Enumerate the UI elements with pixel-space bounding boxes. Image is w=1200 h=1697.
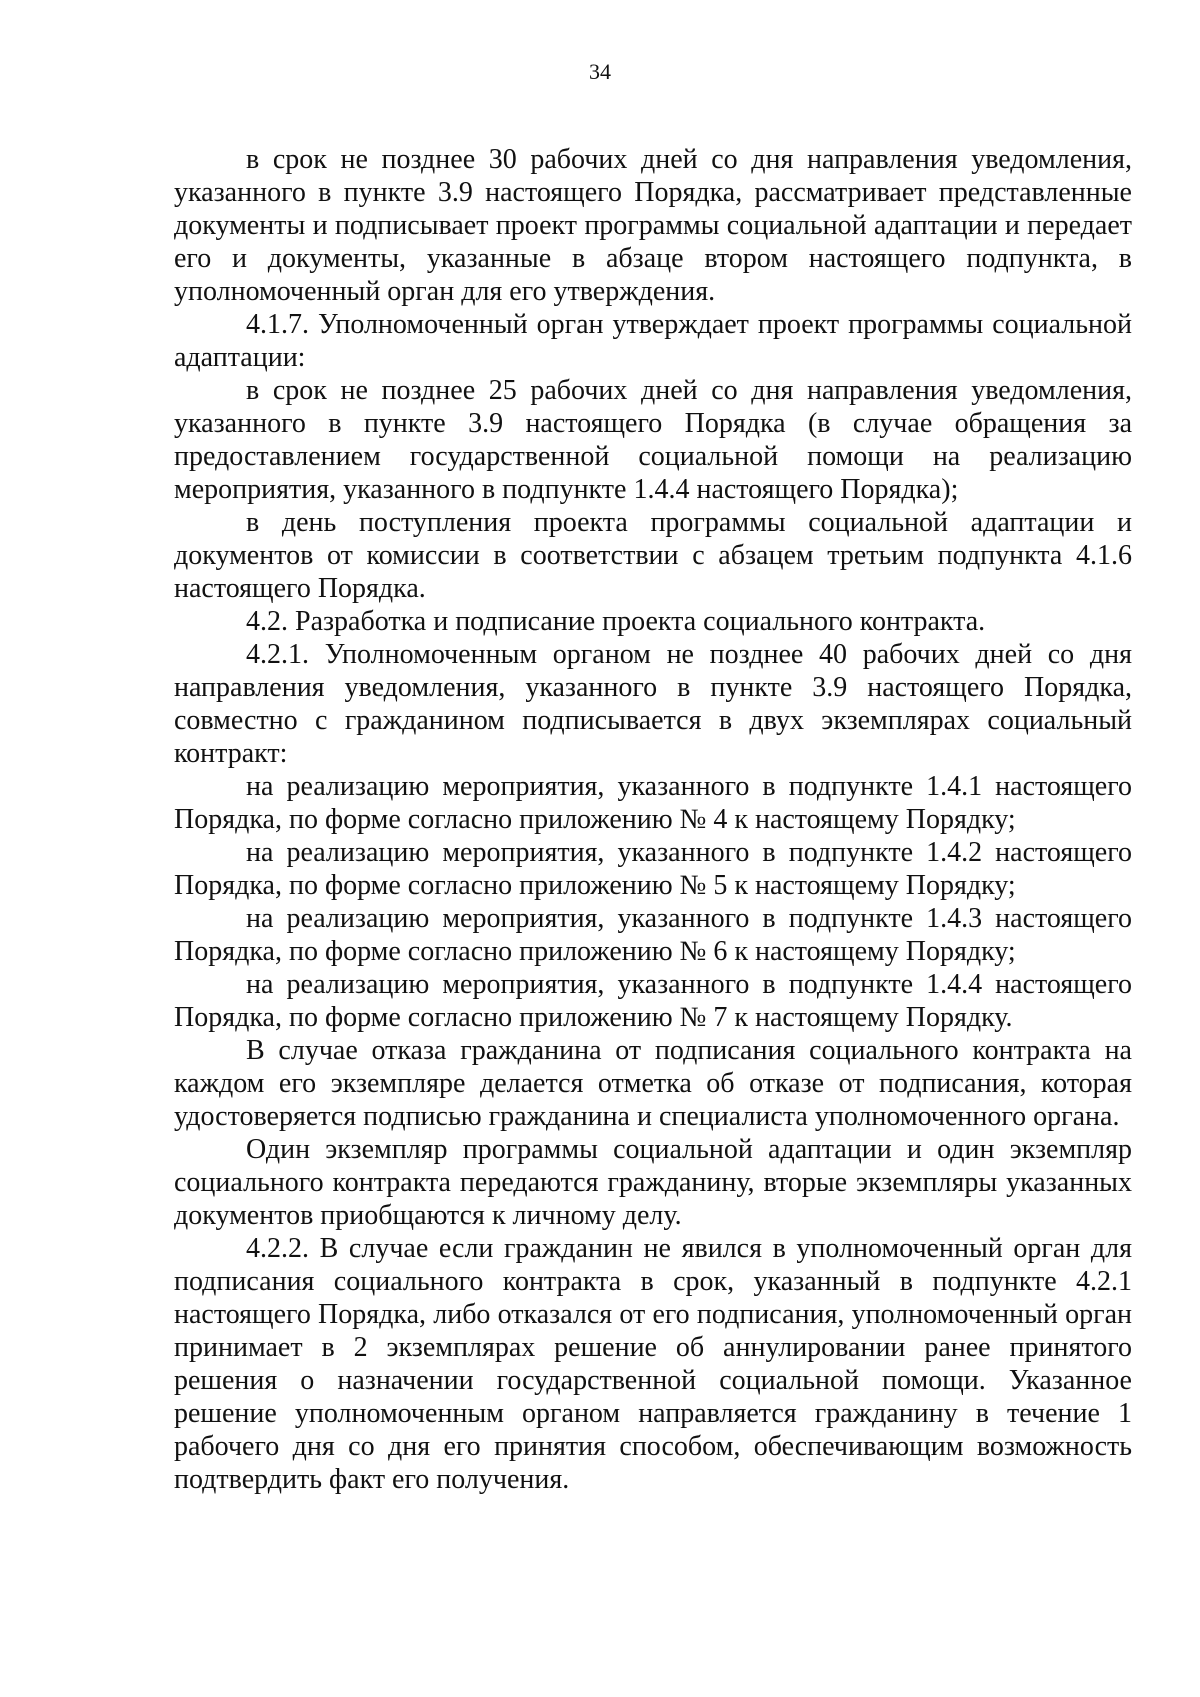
paragraph: на реализацию мероприятия, указанного в подпункте 1.4.2 настоящего Порядка, по форме согласно приложению № 5 к настоящему Порядку; — [174, 837, 1132, 901]
paragraph: 4.2.1. Уполномоченным органом не позднее 40 рабочих дней со дня направления уведомления, указанного в пункте 3.9 настоящего Порядка, совместно с гражданином подписывается в двух экземплярах социальный контракт: — [174, 639, 1132, 769]
document-body — [174, 143, 1132, 1496]
page-number: 34 — [589, 59, 611, 84]
paragraph: в срок не позднее 30 рабочих дней со дня направления уведомления, указанного в пункте 3.9 настоящего Порядка, рассматривает представленные документы и подписывает проект программы социальной адаптации и передает его и документы, указанные в абзаце втором настоящего подпункта, в уполномоченный орган для его утверждения. — [174, 144, 1132, 307]
paragraph: в срок не позднее 25 рабочих дней со дня направления уведомления, указанного в пункте 3.9 настоящего Порядка (в случае обращения за предоставлением государственной социальной помощи на реализацию мероприятия, указанного в подпункте 1.4.4 настоящего Порядка); — [174, 375, 1132, 505]
paragraph: В случае отказа гражданина от подписания социального контракта на каждом его экземпляре делается отметка об отказе от подписания, которая удостоверяется подписью гражданина и специалиста уполномоченного органа. — [174, 1035, 1132, 1132]
paragraph: 4.2. Разработка и подписание проекта социального контракта. — [246, 606, 986, 637]
paragraph: Один экземпляр программы социальной адаптации и один экземпляр социального контракта передаются гражданину, вторые экземпляры указанных документов приобщаются к личному делу. — [174, 1134, 1132, 1231]
paragraph: 4.2.2. В случае если гражданин не явился в уполномоченный орган для подписания социального контракта в срок, указанный в подпункте 4.2.1 настоящего Порядка, либо отказался от его подписания, уполномоченный орган принимает в 2 экземплярах решение об аннулировании ранее принятого решения о назначении государственной социальной помощи. Указанное решение уполномоченным органом направляется гражданину в течение 1 рабочего дня со дня его принятия способом, обеспечивающим возможность подтвердить факт его получения. — [174, 1233, 1132, 1495]
paragraph: 4.1.7. Уполномоченный орган утверждает проект программы социальной адаптации: — [174, 309, 1132, 373]
paragraph: на реализацию мероприятия, указанного в подпункте 1.4.1 настоящего Порядка, по форме согласно приложению № 4 к настоящему Порядку; — [174, 771, 1132, 835]
paragraph: в день поступления проекта программы социальной адаптации и документов от комиссии в соответствии с абзацем третьим подпункта 4.1.6 настоящего Порядка. — [174, 507, 1132, 604]
paragraph: на реализацию мероприятия, указанного в подпункте 1.4.4 настоящего Порядка, по форме согласно приложению № 7 к настоящему Порядку. — [174, 969, 1132, 1033]
paragraph: на реализацию мероприятия, указанного в подпункте 1.4.3 настоящего Порядка, по форме согласно приложению № 6 к настоящему Порядку; — [174, 903, 1132, 967]
